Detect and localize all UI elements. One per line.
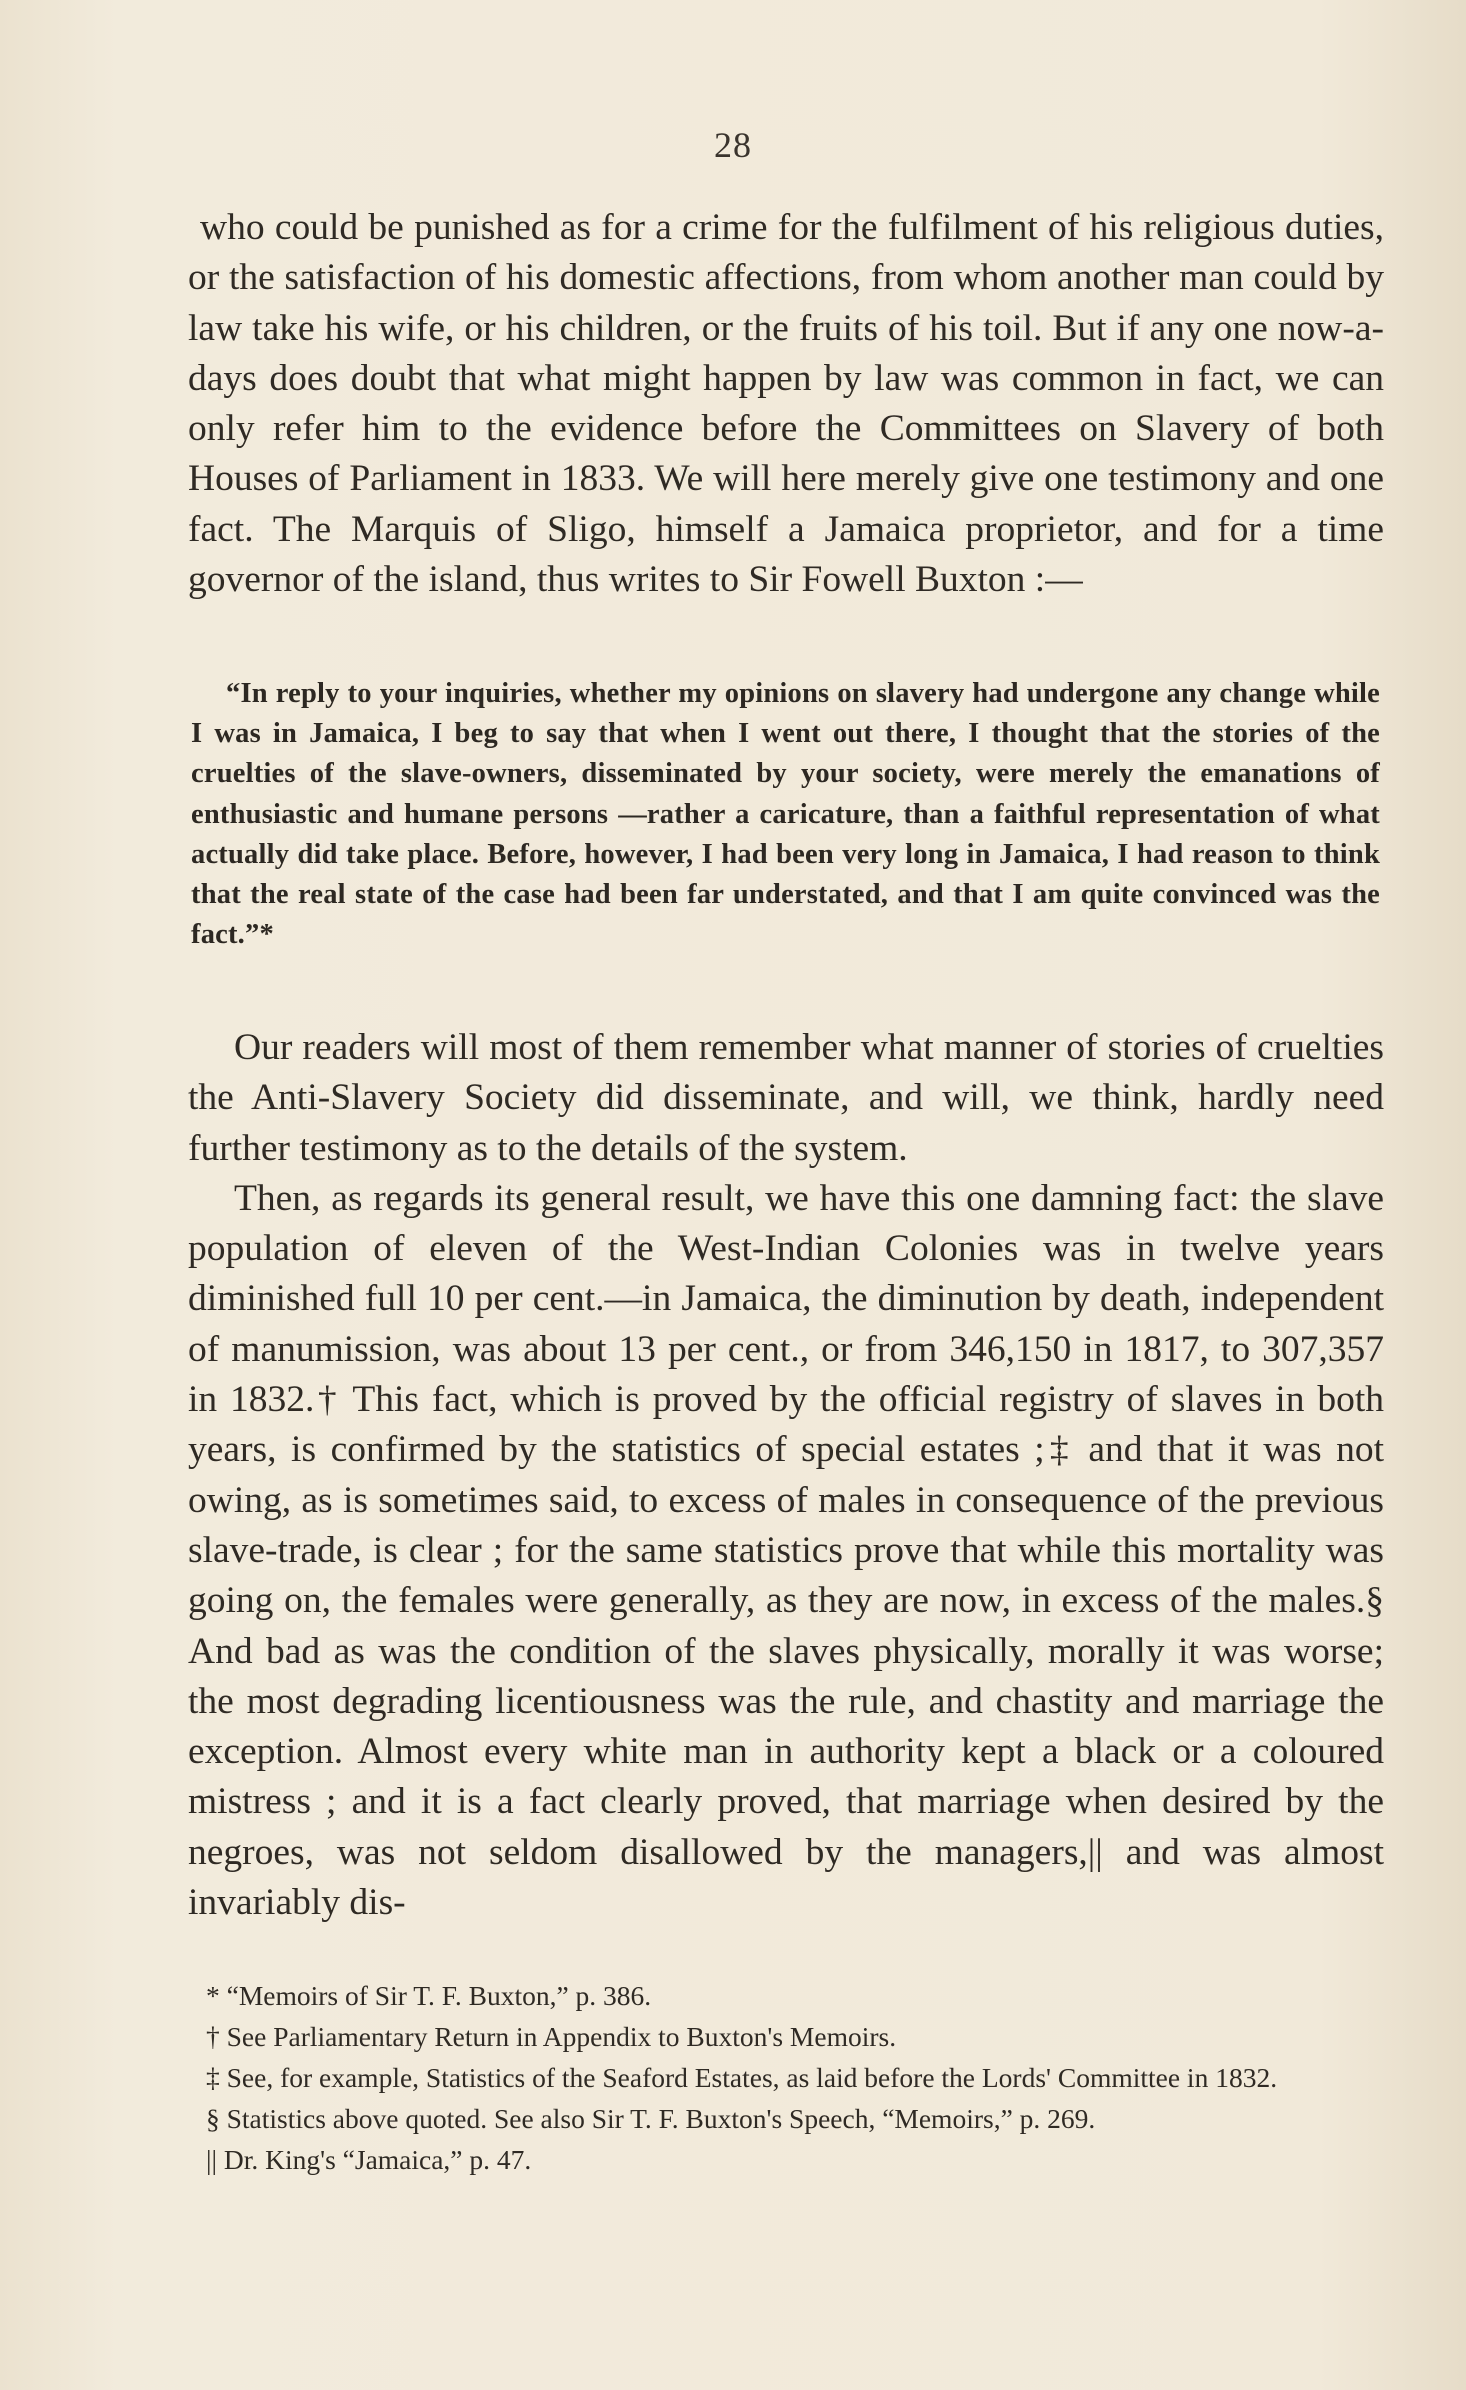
paragraph: who could be punished as for a crime for the fulfilment of his religious duties, or the satisfaction of his domestic affections, from whom another man could by law take his wife, or his children, or the fruits of his toil. But if any one now-a-days does doubt that what might happen by law was common in fact, we can only refer him to the evidence before the Committees on Slavery of both Houses of Parliament in 1833. We will here merely give one testimony and one fact. The Marquis of Sligo, himself a Jamaica proprietor, and for a time governor of the island, thus writes to Sir Fowell Buxton :—: [188, 207, 1384, 601]
continuation-text: [188, 1023, 1384, 1928]
paragraph: Then, as regards its general result, we have this one damning fact: the slave population of eleven of the West-Indian Colonies was in twelve years diminished full 10 per cent.—in Jamaica, the diminution by death, independent of manumission, was about 13 per cent., or from 346,150 in 1817, to 307,357 in 1832.† This fact, which is proved by the official registry of slaves in both years, is confirmed by the statistics of special estates ;‡ and that it was not owing, as is sometimes said, to excess of males in consequence of the previous slave-trade, is clear ; for the same statistics prove that while this mortality was going on, the females were generally, as they are now, in excess of the males.§ And bad as was the condition of the slaves physically, morally it was worse; the most degrading licentiousness was the rule, and chastity and marriage the exception. Almost every white man in authority kept a black or a coloured mistress ; and it is a fact clearly proved, that marriage when desired by the negroes, was not seldom disallowed by the managers,|| and was almost invariably dis-: [188, 1177, 1384, 1924]
block-quote-sligo: [191, 674, 1380, 955]
opening-text: [188, 203, 1384, 605]
paragraph: Our readers will most of them remember what manner of stories of cruelties the Anti-Slavery Society did disseminate, and will, we think, hardly need further testimony as to the details of the system.: [188, 1027, 1384, 1169]
footnote: ‡ See, for example, Statistics of the Seaford Estates, as laid before the Lords' Committee in 1832.: [206, 2062, 1278, 2093]
quote-text: “In reply to your inquiries, whether my opinions on slavery had undergone any change while I was in Jamaica, I beg to say that when I went out there, I thought that the stories of the cruelties of the slave-owners, disseminated by your society, were merely the emanations of enthusiastic and humane persons —rather a caricature, than a faithful representation of what actually did take place. Before, however, I had been very long in Jamaica, I had reason to think that the real state of the case had been far understated, and that I am quite convinced was the fact.”*: [191, 678, 1380, 951]
footnote: * “Memoirs of Sir T. F. Buxton,” p. 386.: [206, 1980, 652, 2011]
footnote: || Dr. King's “Jamaica,” p. 47.: [206, 2144, 532, 2175]
footnote: § Statistics above quoted. See also Sir T. F. Buxton's Speech, “Memoirs,” p. 269.: [206, 2103, 1096, 2134]
footnote: † See Parliamentary Return in Appendix to Buxton's Memoirs.: [206, 2021, 897, 2052]
footnotes: [183, 1975, 1373, 2180]
page-number: 28: [714, 125, 752, 165]
